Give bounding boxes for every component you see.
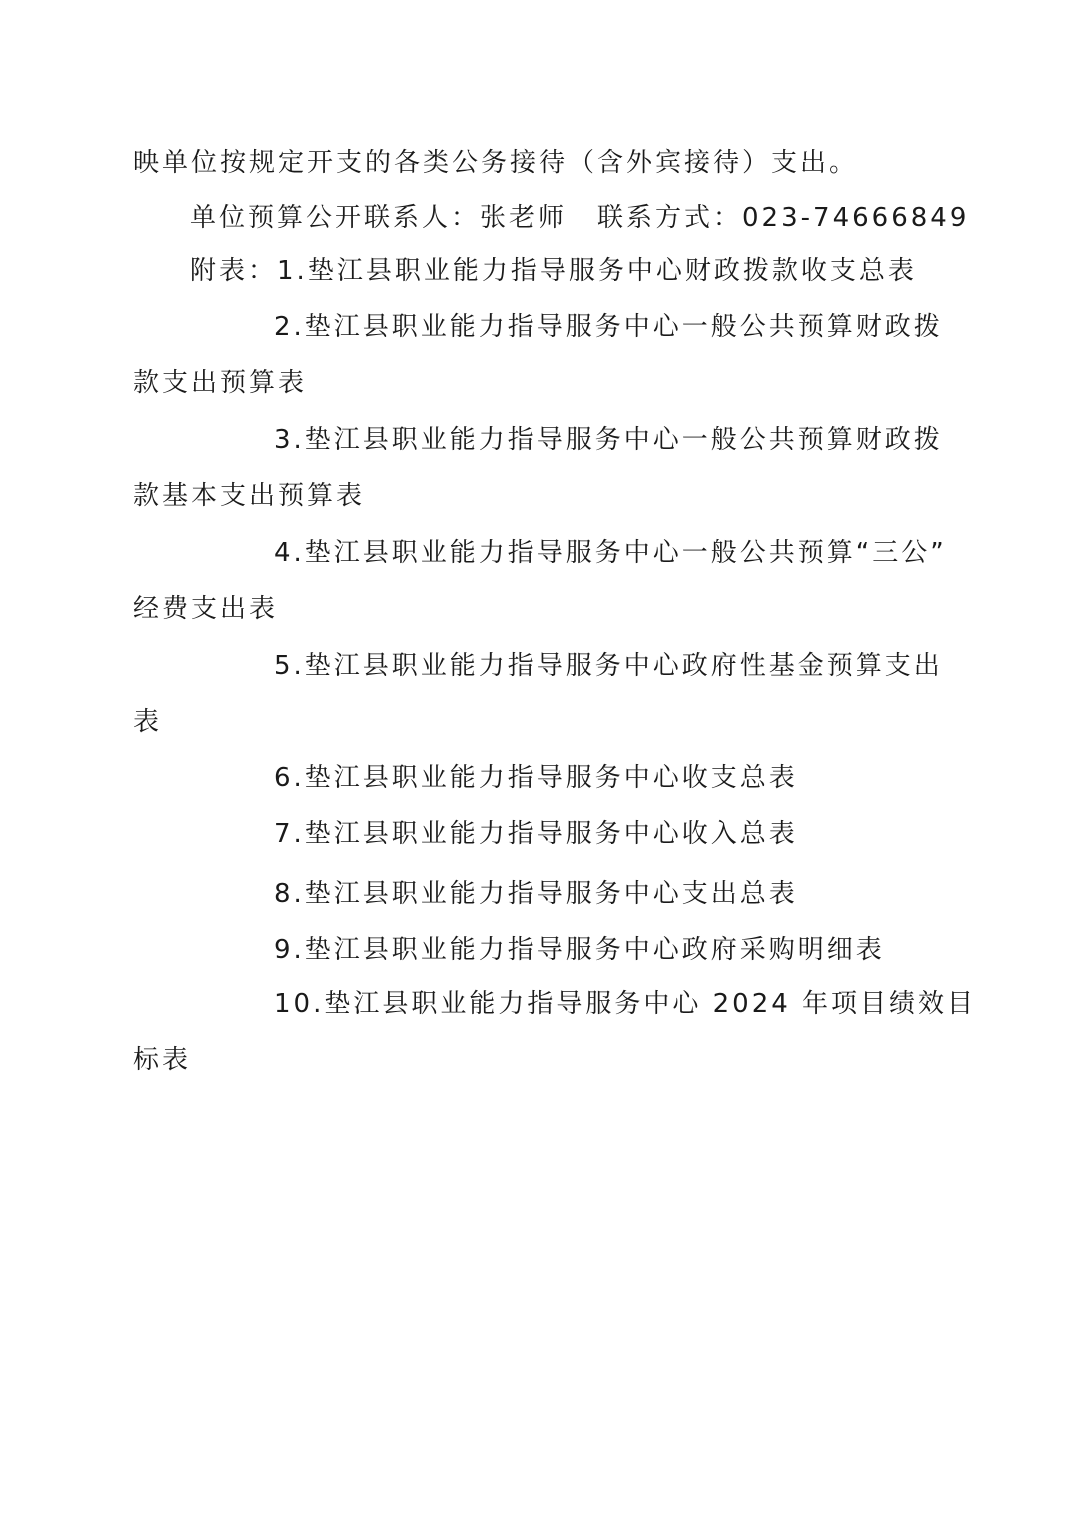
attachment-item-4: 4.垫江县职业能力指导服务中心一般公共预算“三公” [274, 538, 947, 568]
attachment-item-1-text: 1.垫江县职业能力指导服务中心财政拨款收支总表 [277, 256, 917, 286]
attachment-item-8: 8.垫江县职业能力指导服务中心支出总表 [274, 879, 798, 909]
attachment-item-2-cont: 款支出预算表 [133, 368, 308, 398]
contact-person: 单位预算公开联系人：张老师 [190, 203, 568, 233]
attachment-item-1 [190, 254, 917, 288]
attachment-item-3-cont: 款基本支出预算表 [133, 481, 366, 511]
paragraph-tail: 映单位按规定开支的各类公务接待（含外宾接待）支出。 [133, 148, 859, 178]
attachment-item-6: 6.垫江县职业能力指导服务中心收支总表 [274, 763, 798, 793]
attachment-item-10-cont: 标表 [133, 1045, 192, 1075]
attachment-item-5: 5.垫江县职业能力指导服务中心政府性基金预算支出 [274, 651, 943, 681]
attachment-item-9: 9.垫江县职业能力指导服务中心政府采购明细表 [274, 935, 885, 965]
attachment-item-5-cont: 表 [133, 707, 163, 737]
contact-method: 联系方式：023-74666849 [597, 203, 970, 233]
attachment-item-2: 2.垫江县职业能力指导服务中心一般公共预算财政拨 [274, 312, 943, 342]
attachment-item-7: 7.垫江县职业能力指导服务中心收入总表 [274, 819, 798, 849]
attachment-item-3: 3.垫江县职业能力指导服务中心一般公共预算财政拨 [274, 425, 943, 455]
contact-line [190, 201, 969, 235]
attachment-prefix: 附表： [190, 256, 278, 286]
attachment-item-10: 10.垫江县职业能力指导服务中心 2024 年项目绩效目 [274, 989, 977, 1019]
attachment-item-4-cont: 经费支出表 [133, 594, 279, 624]
